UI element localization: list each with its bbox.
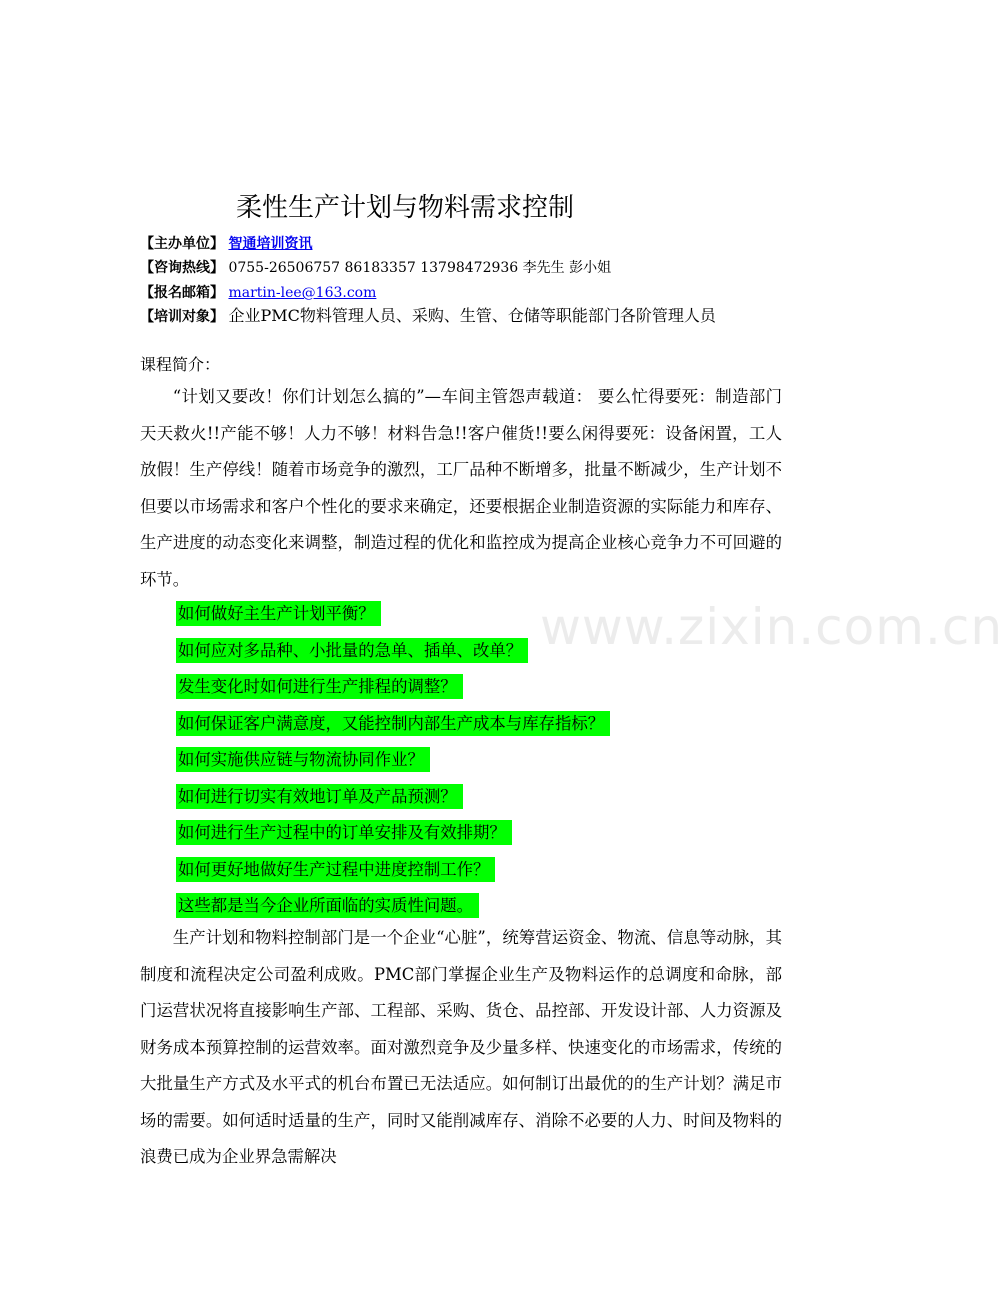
question-text: 发生变化时如何进行生产排程的调整？ [176,674,463,699]
audience-value: 企业PMC物料管理人员、采购、生管、仓储等职能部门各阶管理人员 [228,306,716,325]
question-item [176,779,610,816]
question-item [176,596,610,633]
info-organizer [140,233,312,255]
info-label-email: 【报名邮箱】 [140,285,224,301]
watermark: www.zixin.com.cn [540,598,1003,656]
intro-paragraph-1: “计划又要改！你们计划怎么搞的”—车间主管怨声载道： 要么忙得要死：制造部门天天救火!!产能不够！人力不够！材料告急!!客户催货!!要么闲得要死：设备闲置，工人放假！生产停线！随着市场竞争的激烈，工厂品种不断增多，批量不断减少，生产计划不但要以市场需求和客户个性化的要求来确定，还要根据企业制造资源的实际能力和库存、生产进度的动态变化来调整，制造过程的优化和监控成为提高企业核心竞争力不可回避的环节。 [140,387,782,589]
question-item [176,633,610,670]
question-text: 如何更好地做好生产过程中进度控制工作？ [176,857,495,882]
question-text: 如何做好主生产计划平衡？ [176,601,381,626]
question-text: 如何应对多品种、小批量的急单、插单、改单？ [176,638,528,663]
question-item [176,742,610,779]
info-label-audience: 【培训对象】 [140,309,224,325]
hotline-value: 0755-26506757 86183357 13798472936 李先生 彭小姐 [228,260,612,276]
intro-paragraph-2: 生产计划和物料控制部门是一个企业“心脏”，统筹营运资金、物流、信息等动脉，其制度和流程决定公司盈利成败。PMC部门掌握企业生产及物料运作的总调度和命脉，部门运营状况将直接影响生产部、工程部、采购、货仓、品控部、开发设计部、人力资源及财务成本预算控制的运营效率。面对激烈竞争及少量多样、快速变化的市场需求，传统的大批量生产方式及水平式的机台布置已无法适应。如何制订出最优的的生产计划？满足市场的需要。如何适时适量的生产，同时又能削减库存、消除不必要的人力、时间及物料的浪费已成为企业界急需解决 [140,928,782,1166]
info-label-organizer: 【主办单位】 [140,236,224,252]
question-item [176,852,610,889]
question-text: 如何进行切实有效地订单及产品预测？ [176,784,463,809]
organizer-link[interactable]: 智通培训资讯 [228,236,313,252]
question-text: 如何保证客户满意度，又能控制内部生产成本与库存指标？ [176,711,610,736]
info-label-hotline: 【咨询热线】 [140,260,224,276]
question-list [176,596,610,925]
question-text: 如何进行生产过程中的订单安排及有效排期？ [176,820,512,845]
info-hotline [140,257,611,279]
course-intro-heading: 课程简介： [140,355,221,374]
question-item [176,815,610,852]
question-text: 如何实施供应链与物流协同作业？ [176,747,430,772]
email-link[interactable]: martin-lee@163.com [228,285,377,301]
info-audience [140,305,716,328]
info-email [140,282,376,304]
page-title: 柔性生产计划与物料需求控制 [236,193,575,223]
question-item [176,706,610,743]
question-item [176,669,610,706]
question-text: 这些都是当今企业所面临的实质性问题。 [176,893,479,918]
